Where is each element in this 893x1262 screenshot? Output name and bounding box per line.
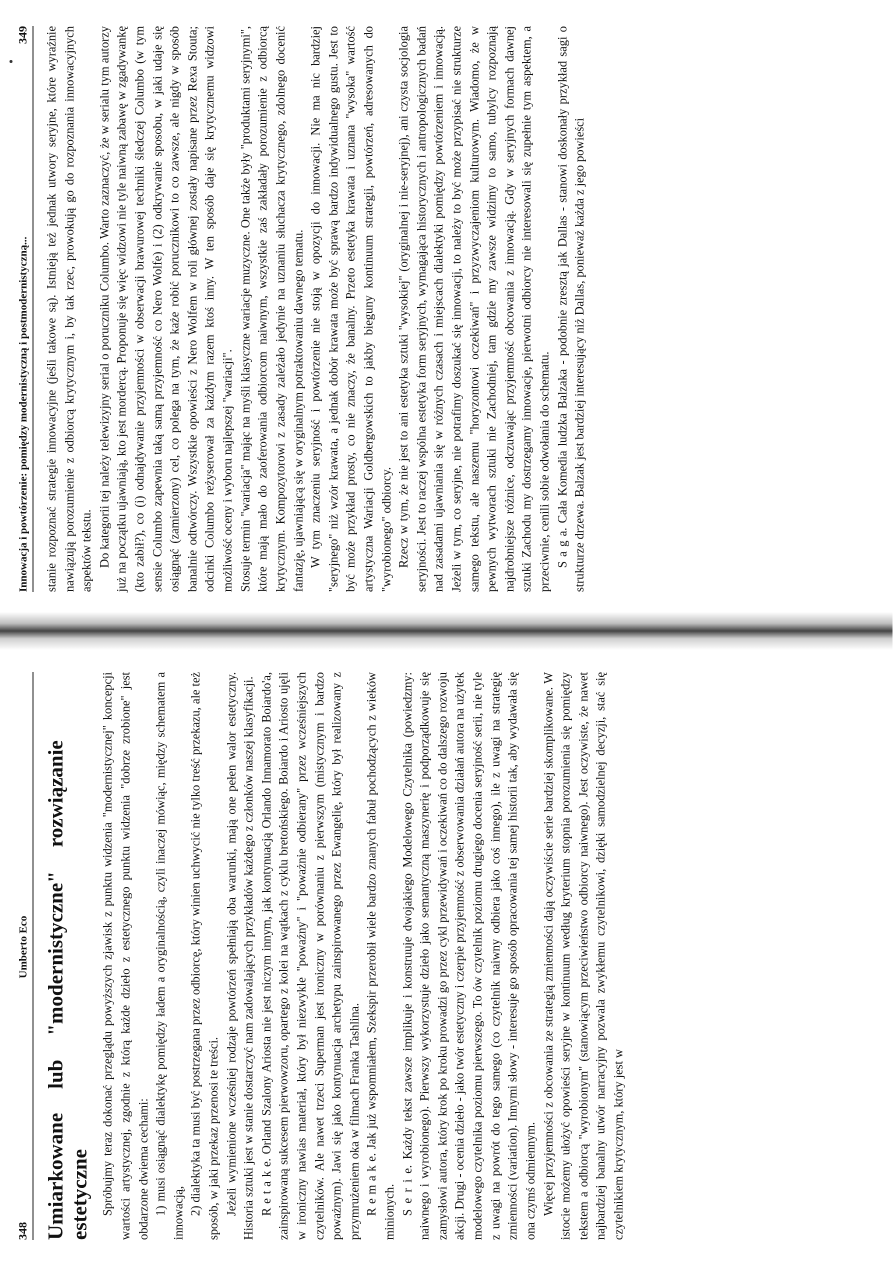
body-paragraph: S e r i e. Każdy tekst zawsze implikuje i konstruuje dwojakiego Modelowego Czytelnika (powiedzmy: naiwnego i wyrobionego). Pierwszy wykorzystuje dzieło jako semantyczną maszynerię i podporządkowuje się zamysłowi autora, który krok po kroku prowadzi go przez cykl przewidywań i oczekiwań co do dalszego rozwoju akcji. Drugi - ocenia dzieło - jako twór estetyczny i czerpie przyjemność z obserwowania działań autora na użytek modelowego czytelnika poziomu pierwszego. To ów czytelnik poziomu drugiego docenia seryjność serii, nie tyle z uwagi na powrót do tego samego (co czytelnik naiwny odbiera jako coś innego), ile z uwagi na strategię zmienności (variation). Innymi słowy - interesuje go sposób opracowania tej samej historii tak, aby wydawała się ona czymś odmiennym. <box>400 672 538 1240</box>
body-paragraph: stanie rozpoznać strategie innowacyjne (jeśli takowe są). Istnieją też jednak utwory seryjne, które wyraźnie nawiązują porozumienie z odbiorcą krytycznym i, by tak rzec, prowokują go do rozpoznania innowacyjnych aspektów tekstu. <box>44 26 94 592</box>
heading-word: lub <box>43 1059 68 1089</box>
left-running-head <box>16 672 34 1240</box>
body-paragraph: R e t a k e. Orland Szalony Ariosta nie jest niczym innym, jak kontynuacją Orlando Innamorato Boiardo'a, zainspirowaną sukcesem pierwowzoru, opartego z kolei na wątkach z cyklu bretońskiego. Boiardo i Ariosto ujęli w ironiczny nawias materiał, który był niezwykle "powaźny" i "poważnie odbierany" przez wcześniejszych czytelników. Ale nawet trzeci Superman jest ironiczny w porównaniu z pierwszym (mistycznym i bardzo poważnym). Jawi się jako kontynuacja archetypu zainspirowanego przez Ewangelię, który był realizowany z przymrużeniem oka w filmach Franka Tashlina. <box>259 672 362 1240</box>
paragraph-lead: R e m a k e. <box>364 1152 379 1216</box>
book-gutter <box>0 612 893 650</box>
body-paragraph: S a g a. Cała Komedia ludzka Balzaka - podobnie zresztą jak Dallas - stanowi doskonały przykład sagi o strukturze drzewa. Balzak jest bardziej interesujący niż Dallas, ponieważ każda z jego powieści <box>555 26 587 592</box>
body-paragraph: Spróbujmy teraz dokonać przeglądu powyższych zjawisk z punktu widzenia "modernistycznej" koncepcji wartości artystycznej, zgodnie z którą każde dzieło z estetycznego punktu widzenia "dobrze zrobione" jest obdarzone dwiema cechami: <box>100 672 150 1240</box>
heading-word: estetyczne <box>67 1149 92 1240</box>
heading-word: "modernistyczne" <box>43 871 68 1036</box>
paragraph-lead: S e r i e. <box>400 1165 415 1216</box>
left-page <box>0 650 893 1262</box>
heading-word: rozwiązanie <box>43 740 68 848</box>
body-paragraph: Więcej przyjemności z obcowania ze strategią zmienności dają oczywiście serie bardziej skomplikowane. W istocie możemy ułożyć opowieści seryjne w kontinuum według kryterium stopnia porozumienia się pomiędzy tekstem a odbiorcą "wyrobionym" (stanowiącym przeciwieństwo odbiorcy naiwnego). Jest oczywiste, że nawet najbardziej banalny utwór narracyjny pozwala zwykłemu czytelnikowi, dzięki samodzielnej decyzji, stać się czytelnikiem krytycznym, który jest w <box>541 672 626 1240</box>
body-paragraph: Rzecz w tym, że nie jest to ani estetyka sztuki "wysokiej" (oryginalnej i nie-seryjnej), ani czysta socjologia seryjności. Jest to raczej wspólna estetyka form seryjnych, wymagająca historycznych i antropologicznych badań nad zasadami ujawniania się w różnych czasach i miejscach dialektyki pomiędzy powtórzeniem i innowacją. Jeżeli w tym, co seryjne, nie potrafimy doszukać się innowacji, to należy to być może przypisać nie strukturze samego tekstu, ale naszemu "horyzontowi oczekiwań" i przyzwyczajeniom kulturowym. Wiadomo, że w pewnych wytworach sztuki nie Zachodniej, tam gdzie my zawsze widzimy to samo, tubylcy rozpoznają najdrobniejsze różnice, odczuwając przyjemność obcowania z innowacją. Gdy w seryjnych formach dawnej sztuki Zachodu my dostrzegamy innowacje, pierwotni odbiorcy nie interesowali się zupełnie tym aspektem, a przeciwnie, cenili sobie odwołania do schematu. <box>396 26 552 592</box>
body-paragraph: R e m a k e. Jak już wspomniałem, Szekspir przerobił wiele bardzo znanych fabuł pochodzących z wieków minionych. <box>364 672 397 1240</box>
body-paragraph: Do kategorii tej należy telewizyjny serial o poruczniku Columbo. Warto zaznaczyć, że w serialu tym autorzy już na początku ujawniają, kto jest mordercą. Proponuje się więc widzowi nie tyle naiwną zabawę w zgadywankę (kto zabił?), co (i) odnajdywanie przyjemności w obserwacji brawurowej techniki śledczej Columbo (w tym sensie Columbo zapewnia taką samą przyjemność co Nero Wolfe) i (2) odkrywanie sposobu, w jaki udaje się osiągnąć (zamierzony) cel, co polega na tym, że każe robić porucznikowi to co zawsze, ale nigdy w sposób banalnie odtwórczy. Wszystkie opowieści z Nero Wolfem w roli głównej zostały napisane przez Rexa Stouta; odcinki Columbo reżyserował za każdym razem ktoś inny. W ten sposób daje się krytycznemu widzowi możliwość oceny i wyboru najlepszej "wariacji". <box>97 26 235 592</box>
body-paragraph: Jeżeli wymienione wcześniej rodzaje powtórzeń spełniają oba warunki, mają one pełen walor estetyczny. Historia sztuki jest w stanie dostarczyć nam zadowalających przykładów każdego z członków naszej klasyfikacji. <box>224 672 256 1240</box>
paragraph-lead: S a g a. <box>555 527 570 568</box>
body-paragraph: Stosuje termin "wariacja" mając na myśli klasyczne wariacje muzyczne. One także były "produktami seryjnymi", które mają mało do zaoferowania odbiorcom naiwnym, wszystkie zaś zakładały porozumienie z odbiorcą krytycznym. Kompozytorowi z zasady zależało jedynie na uznaniu słuchacza krytycznego, zdolnego docenić fantazję, ujawniającą się w oryginalnym potraktowaniu dawnego tematu. <box>238 26 306 592</box>
print-speck <box>10 60 13 63</box>
body-paragraph: 2) dialektyka ta musi być postrzegana przez odbiorcę, który winien uchwycić nie tylko treść przekazu, ale też sposób, w jaki przekaz przenosi te treści. <box>188 672 221 1240</box>
paragraph-lead: Rzecz <box>396 537 411 568</box>
section-heading <box>44 672 92 1240</box>
body-paragraph: 1) musi osiągnąć dialektykę pomiędzy ładem a oryginalnością, czyli inaczej mówiąc, między schematem a innowacją, <box>153 672 186 1240</box>
left-running-author: Umberto Eco <box>17 915 30 979</box>
right-page-number: 349 <box>15 26 30 44</box>
paragraph-lead: R e t a k e. <box>259 1158 274 1216</box>
right-running-title: Innowacja i powtórzenie: pomiędzy modernistyczną i postmodernistyczną... <box>17 236 30 592</box>
left-page-number: 348 <box>15 1222 30 1240</box>
left-body-text <box>100 672 628 1240</box>
heading-word: Umiarkowane <box>43 1112 68 1240</box>
right-running-head <box>16 26 34 592</box>
body-paragraph: W tym znaczeniu seryjność i powtórzenie nie stoją w opozycji do innowacji. Nie ma nic bardziej "seryjnego" niż wzór krawata, a jednak dobór krawata może być sprawą bardzo indywidualnego gustu. Jest to być może przykład prosty, co nie znaczy, że banalny. Przeto estetyka krawata i uznana "wysoka" wartość artystyczna Wariacji Goldbergowskich to jakby bieguny kontinuum strategii, powtórzeń, adresowanych do "wyrobionego" odbiorcy. <box>308 26 394 592</box>
right-body-text <box>44 26 590 592</box>
right-page <box>0 0 893 612</box>
